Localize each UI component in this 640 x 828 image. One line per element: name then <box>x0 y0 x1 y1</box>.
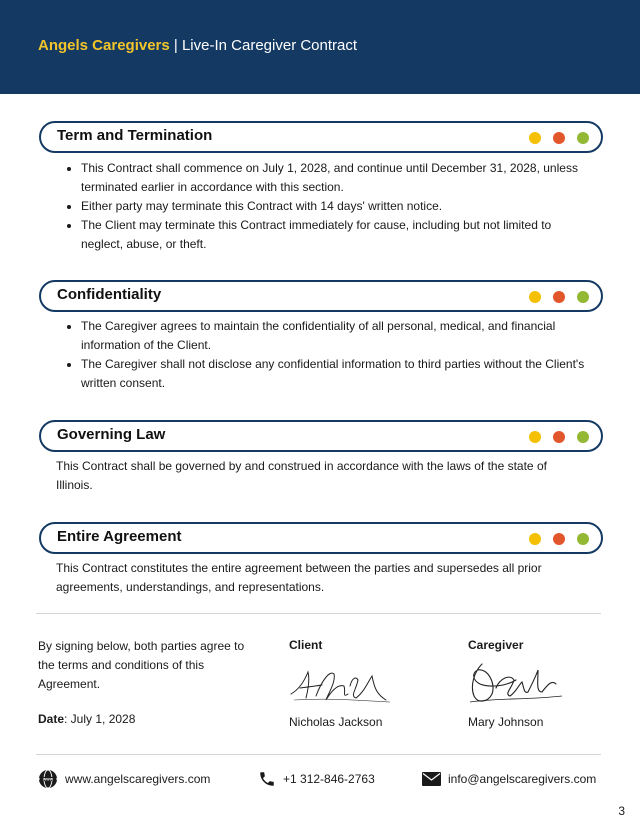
list-item: • The Client may terminate this Contract immediately for cause, including but not limited to neglect, abuse, or theft. <box>81 216 596 254</box>
yellow-dot-icon <box>529 431 541 443</box>
divider <box>36 613 601 614</box>
page-number: 3 <box>618 804 625 818</box>
decorative-dots <box>529 132 589 144</box>
green-dot-icon <box>577 132 589 144</box>
section-title: Confidentiality <box>57 286 162 303</box>
yellow-dot-icon <box>529 533 541 545</box>
decorative-dots <box>529 431 589 443</box>
section-header-entire-agreement <box>39 522 603 554</box>
date-label: Date <box>38 712 65 726</box>
document-title <box>38 37 357 54</box>
client-label: Client <box>289 638 323 652</box>
red-dot-icon <box>553 431 565 443</box>
section-title: Governing Law <box>57 426 166 443</box>
decorative-dots <box>529 291 589 303</box>
green-dot-icon <box>577 431 589 443</box>
client-name: Nicholas Jackson <box>289 715 383 729</box>
signing-date <box>38 712 135 726</box>
term-bullet-list <box>63 159 596 254</box>
client-signature <box>286 660 396 708</box>
title-separator: | <box>169 37 182 54</box>
divider <box>36 754 601 755</box>
phone-icon <box>258 770 276 788</box>
caregiver-signature <box>466 658 566 710</box>
section-title: Entire Agreement <box>57 528 182 545</box>
envelope-icon <box>422 772 441 786</box>
section-header-confidentiality <box>39 280 603 312</box>
list-item: • The Caregiver agrees to maintain the confidentiality of all personal, medical, and financial information of the Client. <box>81 317 596 355</box>
website-link[interactable]: www.angelscaregivers.com <box>65 772 211 786</box>
caregiver-name: Mary Johnson <box>468 715 544 729</box>
header-bar <box>0 0 640 94</box>
footer-website <box>38 769 210 789</box>
entire-agreement-text: This Contract constitutes the entire agreement between the parties and supersedes all prior agreements, understandings, and representations. <box>56 561 542 594</box>
date-value: : July 1, 2028 <box>64 712 136 726</box>
decorative-dots <box>529 533 589 545</box>
signing-statement: By signing below, both parties agree to the terms and conditions of this Agreement. <box>38 639 245 691</box>
red-dot-icon <box>553 291 565 303</box>
section-header-term <box>39 121 603 153</box>
contract-title: Live-In Caregiver Contract <box>181 37 358 54</box>
footer-phone <box>258 769 375 789</box>
red-dot-icon <box>553 533 565 545</box>
red-dot-icon <box>553 132 565 144</box>
confidentiality-bullet-list <box>63 317 596 393</box>
brand-name: Angels Caregivers <box>38 37 170 54</box>
email-address[interactable]: info@angelscaregivers.com <box>448 772 597 786</box>
yellow-dot-icon <box>529 132 541 144</box>
green-dot-icon <box>577 291 589 303</box>
green-dot-icon <box>577 533 589 545</box>
yellow-dot-icon <box>529 291 541 303</box>
phone-number[interactable]: +1 312-846-2763 <box>283 772 375 786</box>
svg-text:WWW: WWW <box>42 777 54 782</box>
list-item: • Either party may terminate this Contract with 14 days' written notice. <box>81 197 596 216</box>
caregiver-label: Caregiver <box>468 638 524 652</box>
globe-icon <box>38 769 58 789</box>
section-title: Term and Termination <box>57 127 213 144</box>
footer-email <box>422 769 596 789</box>
section-header-governing-law <box>39 420 603 452</box>
list-item: • The Caregiver shall not disclose any confidential information to third parties without the Client's written consent. <box>81 355 596 393</box>
list-item: • This Contract shall commence on July 1, 2028, and continue until December 31, 2028, unless terminated earlier in accordance with this section. <box>81 159 596 197</box>
governing-law-text: This Contract shall be governed by and construed in accordance with the laws of the state of Illinois. <box>56 459 547 492</box>
